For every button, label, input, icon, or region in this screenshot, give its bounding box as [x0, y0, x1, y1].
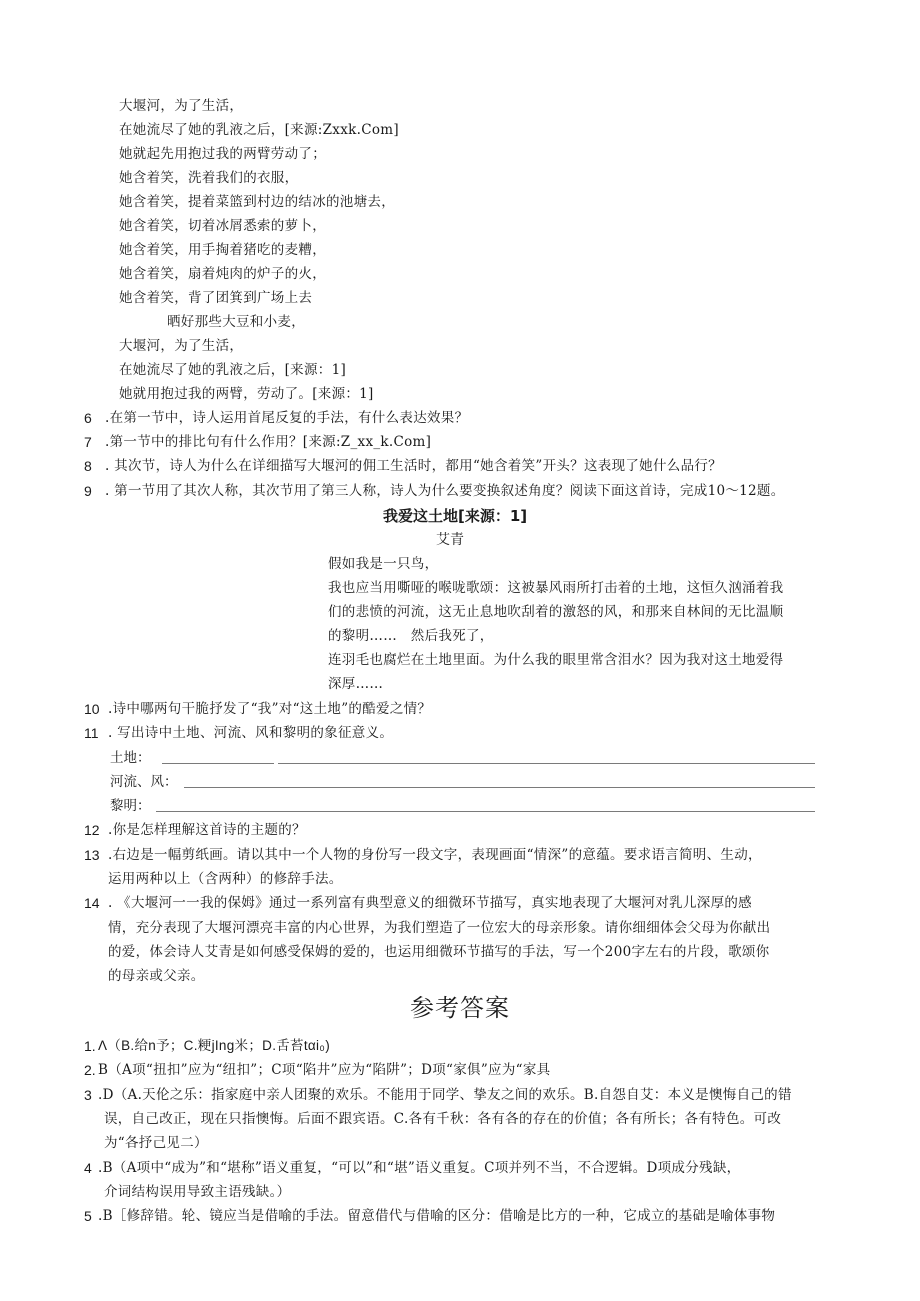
question-text: . 写出诗中土地、河流、风和黎明的象征意义。	[108, 725, 394, 741]
question-number: 11	[84, 725, 99, 741]
question-number: 13	[84, 847, 100, 863]
question-text: .右边是一幅剪纸画。请以其中一个人物的身份写一段文字，表现画面“情深”的意蕴。要求语言简明、生动，	[108, 847, 762, 863]
question-number: 12	[84, 822, 100, 838]
question-text: 运用两种以上（含两种）的修辞手法。	[108, 871, 343, 887]
question-text: . 第一节用了其次人称，其次节用了第三人称，诗人为什么要变换叙述角度？阅读下面这首诗，完成10〜12题。	[105, 483, 785, 499]
answer-text: .B［修辞错。轮、镜应当是借喻的手法。留意借代与借喻的区分：借喻是比方的一种，它成立的基础是喻体事物	[98, 1208, 776, 1224]
poem-line: 她含着笑，背了团箕到广场上去	[119, 290, 313, 306]
answer-text: .D（A.天伦之乐：指家庭中亲人团聚的欢乐。不能用于同学、挚友之间的欢乐。B.自怨自艾：本义是懊悔自己的错	[98, 1087, 792, 1103]
blank-label: 土地：	[110, 750, 151, 766]
blank-row-land	[110, 748, 151, 768]
question-text: 的母亲或父亲。	[108, 968, 205, 984]
answer-blank[interactable]	[156, 811, 815, 812]
poem-line: 们的悲愤的河流，这无止息地吹刮着的激怒的风，和那来自林间的无比温顺	[328, 604, 784, 620]
blank-row-dawn	[110, 796, 151, 816]
poem-line: 她含着笑，提着菜篮到村边的结冰的池塘去，	[119, 194, 395, 210]
poem-line: 大堰河，为了生活，	[119, 338, 244, 354]
question-number: 10	[84, 701, 100, 717]
answer-text: 为“各抒己见二）	[104, 1135, 208, 1151]
poem-line: 她含着笑，用手掏着猪吃的麦糟，	[119, 242, 326, 258]
answer-number: 3	[84, 1087, 92, 1103]
poem-author: 艾青	[436, 532, 464, 548]
poem-line: 我也应当用嘶哑的喉咙歌颂：这被暴风雨所打击着的土地，这恒久汹涌着我	[328, 580, 784, 596]
answer-blank[interactable]	[162, 763, 274, 764]
poem-line: 的黎明…… 然后我死了，	[328, 628, 494, 644]
question-text: .诗中哪两句干脆抒发了“我”对“这土地”的酷爱之情？	[108, 701, 432, 717]
answers-heading: 参考答案	[410, 994, 510, 1022]
answer-number: 4	[84, 1160, 92, 1176]
question-text: .第一节中的排比句有什么作用？[来源:Z_xx_k.Com]	[105, 434, 432, 450]
poem-line: 在她流尽了她的乳液之后，[来源:Zxxk.Com]	[119, 122, 399, 138]
question-text: . 其次节，诗人为什么在详细描写大堰河的佣工生活时，都用“她含着笑”开头？这表现了她什么品行？	[105, 458, 722, 474]
poem-line: 连羽毛也腐烂在土地里面。为什么我的眼里常含泪水？因为我对这土地爱得	[328, 652, 784, 668]
blank-label: 黎明：	[110, 798, 151, 814]
answer-text: B（A项“扭扣”应为“纽扣”；C项“陷井”应为“陷阱”；D项“家俱”应为“家具	[98, 1062, 551, 1078]
poem-line: 假如我是一只鸟，	[328, 556, 439, 572]
answer-blank[interactable]	[278, 763, 815, 764]
answer-text: Λ（B.给n予；C.粳jIng米；D.舌苔tαi₀)	[98, 1038, 330, 1053]
question-text: . 《大堰河一一我的保姆》通过一系列富有典型意义的细微环节描写，真实地表现了大堰河对乳儿深厚的感	[108, 895, 752, 911]
answer-text: .B（A项中“成为”和“堪称”语义重复，“可以”和“堪”语义重复。C项并列不当，不合逻辑。D项成分残缺，	[98, 1160, 741, 1176]
poem-line: 她含着笑，洗着我们的衣服，	[119, 170, 299, 186]
poem-line: 她就起先用抱过我的两臂劳动了；	[119, 146, 326, 162]
poem-line: 深厚……	[328, 676, 384, 692]
question-number: 8	[84, 458, 92, 474]
answer-number: 2.	[84, 1062, 96, 1078]
question-text: .在第一节中，诗人运用首尾反复的手法，有什么表达效果？	[105, 410, 469, 426]
answer-blank[interactable]	[184, 787, 815, 788]
answer-text: 误，自己改正，现在只指懊悔。后面不跟宾语。C.各有千秋：各有各的存在的价值；各有所长；各有特色。可改	[104, 1111, 782, 1127]
poem-line: 在她流尽了她的乳液之后，[来源：1]	[119, 362, 347, 378]
question-text: .你是怎样理解这首诗的主题的？	[108, 822, 306, 838]
question-number: 14	[84, 895, 100, 911]
question-number: 6	[84, 410, 92, 426]
poem-title: 我爱这土地[来源：1]	[383, 507, 528, 525]
poem-line: 她含着笑，切着冰屑悉索的萝卜，	[119, 218, 326, 234]
answer-text: 介词结构误用导致主语残缺。）	[104, 1184, 291, 1200]
blank-label: 河流、风：	[110, 774, 178, 790]
poem-line: 大堰河，为了生活，	[119, 98, 244, 114]
question-text: 情，充分表现了大堰河漂亮丰富的内心世界，为我们塑造了一位宏大的母亲形象。请你细细体会父母为你献出	[108, 920, 771, 936]
question-number: 7	[84, 434, 92, 450]
poem-line: 晒好那些大豆和小麦，	[167, 314, 305, 330]
question-text: 的爱，体会诗人艾青是如何感受保姆的爱的，也运用细微环节描写的手法，写一个200字左右的片段，歌颂你	[108, 944, 770, 960]
answer-number: 5	[84, 1208, 92, 1224]
blank-row-river-wind	[110, 772, 178, 792]
poem-line: 她就用抱过我的两臂，劳动了。[来源：1]	[119, 386, 374, 402]
poem-line: 她含着笑，扇着炖肉的炉子的火，	[119, 266, 326, 282]
question-number: 9	[84, 483, 92, 499]
answer-number: 1.	[84, 1038, 96, 1054]
